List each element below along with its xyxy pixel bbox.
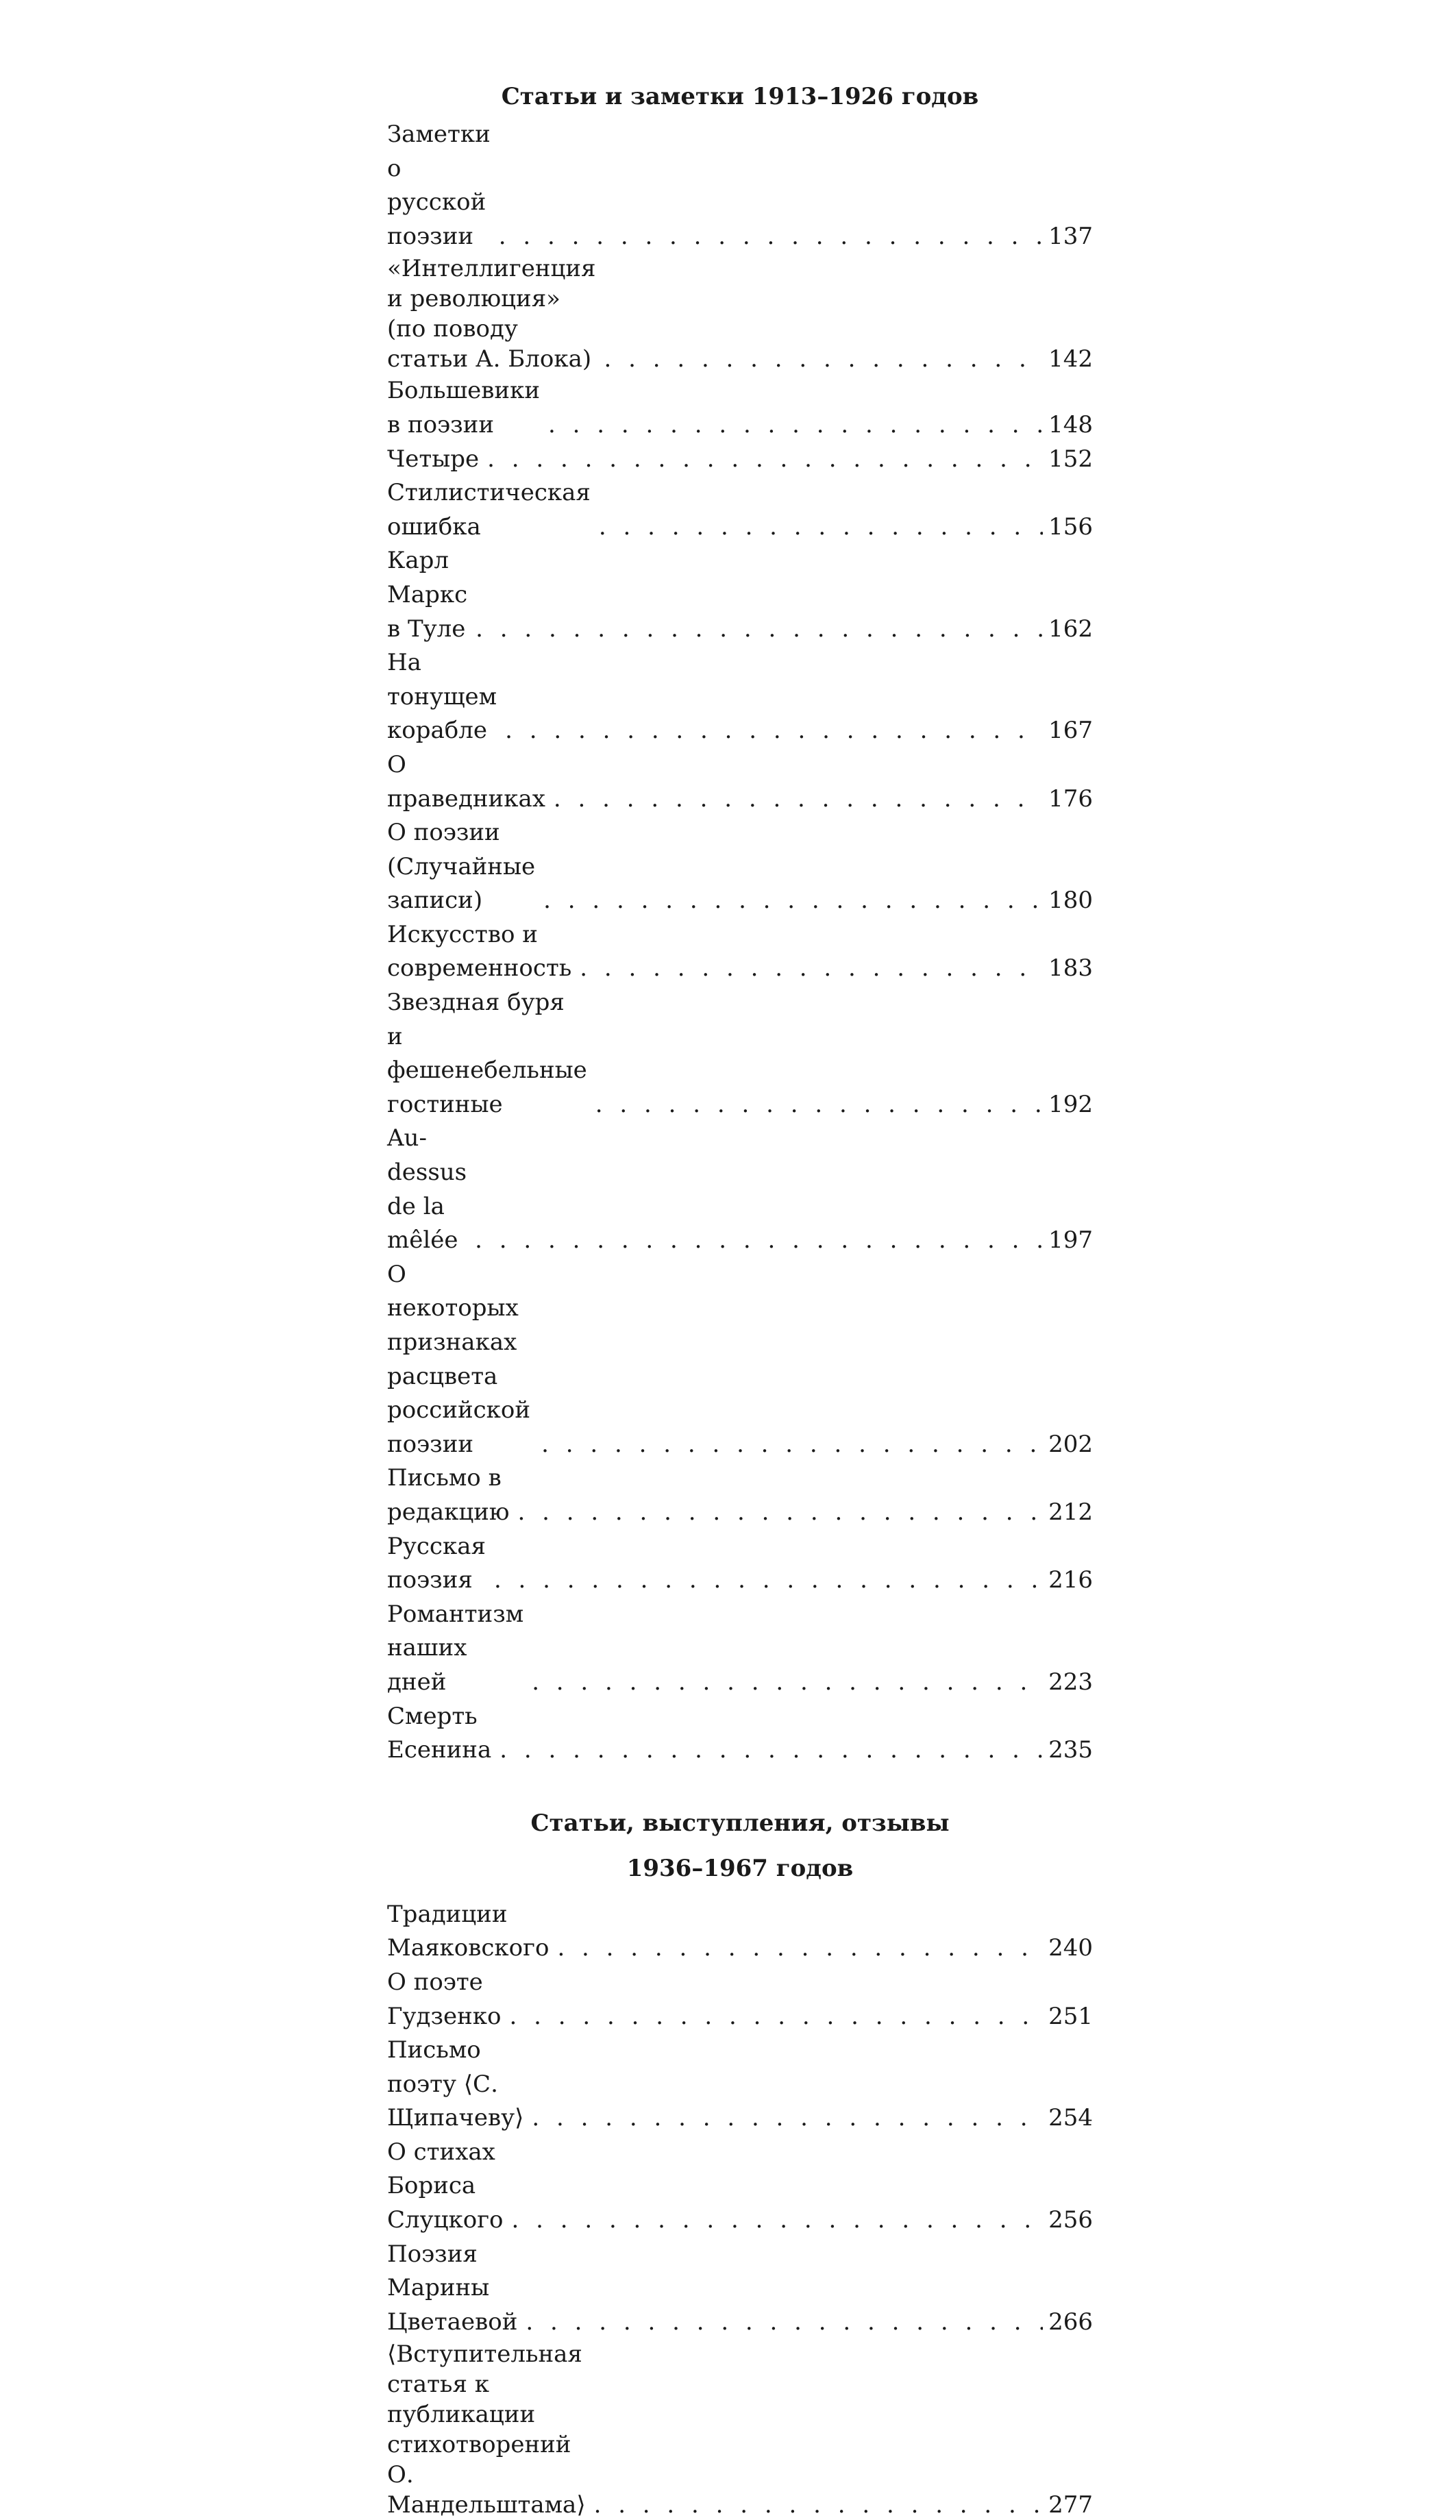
toc-entry-page: 162 — [1048, 615, 1093, 643]
toc-entry-page: 212 — [1048, 1498, 1093, 1526]
toc-entry-page: 192 — [1048, 1090, 1093, 1118]
dot-leader — [599, 510, 1043, 545]
toc-entry-title: О праведниках — [387, 750, 545, 813]
toc-entry-title: Четыре — [387, 445, 480, 473]
dot-leader — [511, 2203, 1043, 2238]
toc-entry[interactable] — [387, 1530, 1093, 1598]
toc-entry[interactable] — [387, 2339, 1093, 2520]
toc-entry-page: 197 — [1048, 1226, 1093, 1255]
dot-leader — [541, 1428, 1043, 1462]
toc-entry[interactable] — [387, 1966, 1093, 2034]
toc-entry-title: Письмо поэту ⟨С. Щипачеву⟩ — [387, 2036, 524, 2132]
toc-entry-title: Поэзия Марины Цветаевой — [387, 2240, 518, 2336]
toc-entry[interactable] — [387, 1258, 1093, 1462]
dot-leader — [526, 2306, 1043, 2340]
toc-entry-title: Искусство и современность — [387, 920, 572, 983]
dot-leader — [580, 952, 1043, 986]
toc-entry-page: 183 — [1048, 954, 1093, 983]
table-of-contents — [387, 74, 1093, 2520]
toc-entry-page: 240 — [1048, 1934, 1093, 1962]
section-title-continued: 1936–1967 годов — [626, 1854, 854, 1882]
toc-entry[interactable] — [387, 443, 1093, 477]
toc-entry[interactable] — [387, 986, 1093, 1122]
toc-entry-title: Звездная буря и фешенебельные гостиные — [387, 989, 587, 1118]
toc-entry[interactable] — [387, 646, 1093, 748]
toc-entry-page: 202 — [1048, 1430, 1093, 1458]
dot-leader — [494, 1564, 1043, 1598]
toc-entry[interactable] — [387, 1598, 1093, 1700]
toc-entry-title: «Интеллигенция и революция» (по поводу статьи А. Блока) — [387, 255, 596, 373]
toc-entry-page: 223 — [1048, 1668, 1093, 1696]
toc-entry-page: 266 — [1048, 2308, 1093, 2336]
toc-entry-title: Заметки о русской поэзии — [387, 121, 491, 250]
toc-entry[interactable] — [387, 544, 1093, 646]
toc-entry-title: Большевики в поэзии — [387, 377, 541, 438]
toc-entry-page: 254 — [1048, 2104, 1093, 2132]
toc-entry-page: 156 — [1048, 512, 1093, 541]
toc-entry-page: 277 — [1048, 2491, 1093, 2519]
toc-entry[interactable] — [387, 254, 1093, 374]
dot-leader — [505, 714, 1043, 748]
toc-entry[interactable] — [387, 1898, 1093, 1966]
dot-leader — [554, 782, 1043, 817]
toc-entry-title: О поэзии (Случайные записи) — [387, 819, 536, 915]
dot-leader — [499, 1733, 1043, 1768]
toc-entry[interactable] — [387, 2136, 1093, 2238]
toc-entry-title: ⟨Вступительная статья к публикации стихотворений О. Мандельштама⟩ — [387, 2340, 586, 2519]
toc-entry-page: 216 — [1048, 1566, 1093, 1594]
dot-leader — [604, 344, 1043, 374]
toc-entry[interactable] — [387, 476, 1093, 544]
dot-leader — [595, 1088, 1043, 1122]
toc-entry-title: О поэте Гудзенко — [387, 1968, 502, 2030]
dot-leader — [487, 443, 1043, 477]
toc-entry[interactable] — [387, 816, 1093, 918]
toc-entry-page: 180 — [1048, 887, 1093, 915]
toc-entry-page: 148 — [1048, 410, 1093, 438]
toc-entry-page: 176 — [1048, 785, 1093, 813]
toc-list — [387, 1898, 1093, 2520]
dot-leader — [594, 2490, 1044, 2520]
toc-entry-title: Карл Маркс в Туле — [387, 547, 468, 643]
section-title: Статьи и заметки 1913–1926 годов — [501, 83, 979, 110]
toc-entry-title: Романтизм наших дней — [387, 1600, 524, 1696]
toc-entry-title: Au-dessus de la mêlée — [387, 1124, 467, 1255]
toc-entry-page: 137 — [1048, 222, 1093, 250]
dot-leader — [543, 884, 1043, 918]
dot-leader — [548, 408, 1043, 443]
toc-entry-page: 142 — [1048, 345, 1093, 373]
toc-entry-title: О стихах Бориса Слуцкого — [387, 2138, 504, 2234]
toc-entry-page: 251 — [1048, 2002, 1093, 2030]
toc-entry[interactable] — [387, 374, 1093, 442]
toc-entry-title: Традиции Маяковского — [387, 1900, 550, 1962]
toc-entry[interactable] — [387, 918, 1093, 986]
toc-entry-title: На тонущем корабле — [387, 649, 497, 745]
toc-entry[interactable] — [387, 1122, 1093, 1257]
toc-entry-title: Русская поэзия — [387, 1532, 486, 1594]
dot-leader — [532, 1666, 1043, 1700]
toc-entry-title: Письмо в редакцию — [387, 1464, 510, 1526]
toc-entry-title: О некоторых признаках расцвета российской поэзии — [387, 1260, 531, 1458]
dot-leader — [475, 1224, 1043, 1258]
toc-entry-page: 167 — [1048, 717, 1093, 745]
dot-leader — [510, 2000, 1044, 2034]
dot-leader — [476, 613, 1043, 647]
toc-list — [387, 118, 1093, 1768]
toc-entry-page: 235 — [1048, 1736, 1093, 1764]
toc-entry-title: Смерть Есенина — [387, 1702, 492, 1764]
toc-entry[interactable] — [387, 1700, 1093, 1768]
toc-entry[interactable] — [387, 118, 1093, 254]
toc-entry-title: Стилистическая ошибка — [387, 479, 591, 541]
dot-leader — [532, 2101, 1043, 2136]
toc-entry-page: 152 — [1048, 445, 1093, 473]
dot-leader — [499, 220, 1043, 254]
toc-entry-page: 256 — [1048, 2206, 1093, 2234]
toc-entry[interactable] — [387, 748, 1093, 816]
section-title: Статьи, выступления, отзывы — [530, 1809, 950, 1837]
toc-entry[interactable] — [387, 2034, 1093, 2136]
dot-leader — [517, 1496, 1043, 1530]
toc-entry[interactable] — [387, 2238, 1093, 2340]
toc-entry[interactable] — [387, 1461, 1093, 1529]
dot-leader — [557, 1931, 1043, 1966]
